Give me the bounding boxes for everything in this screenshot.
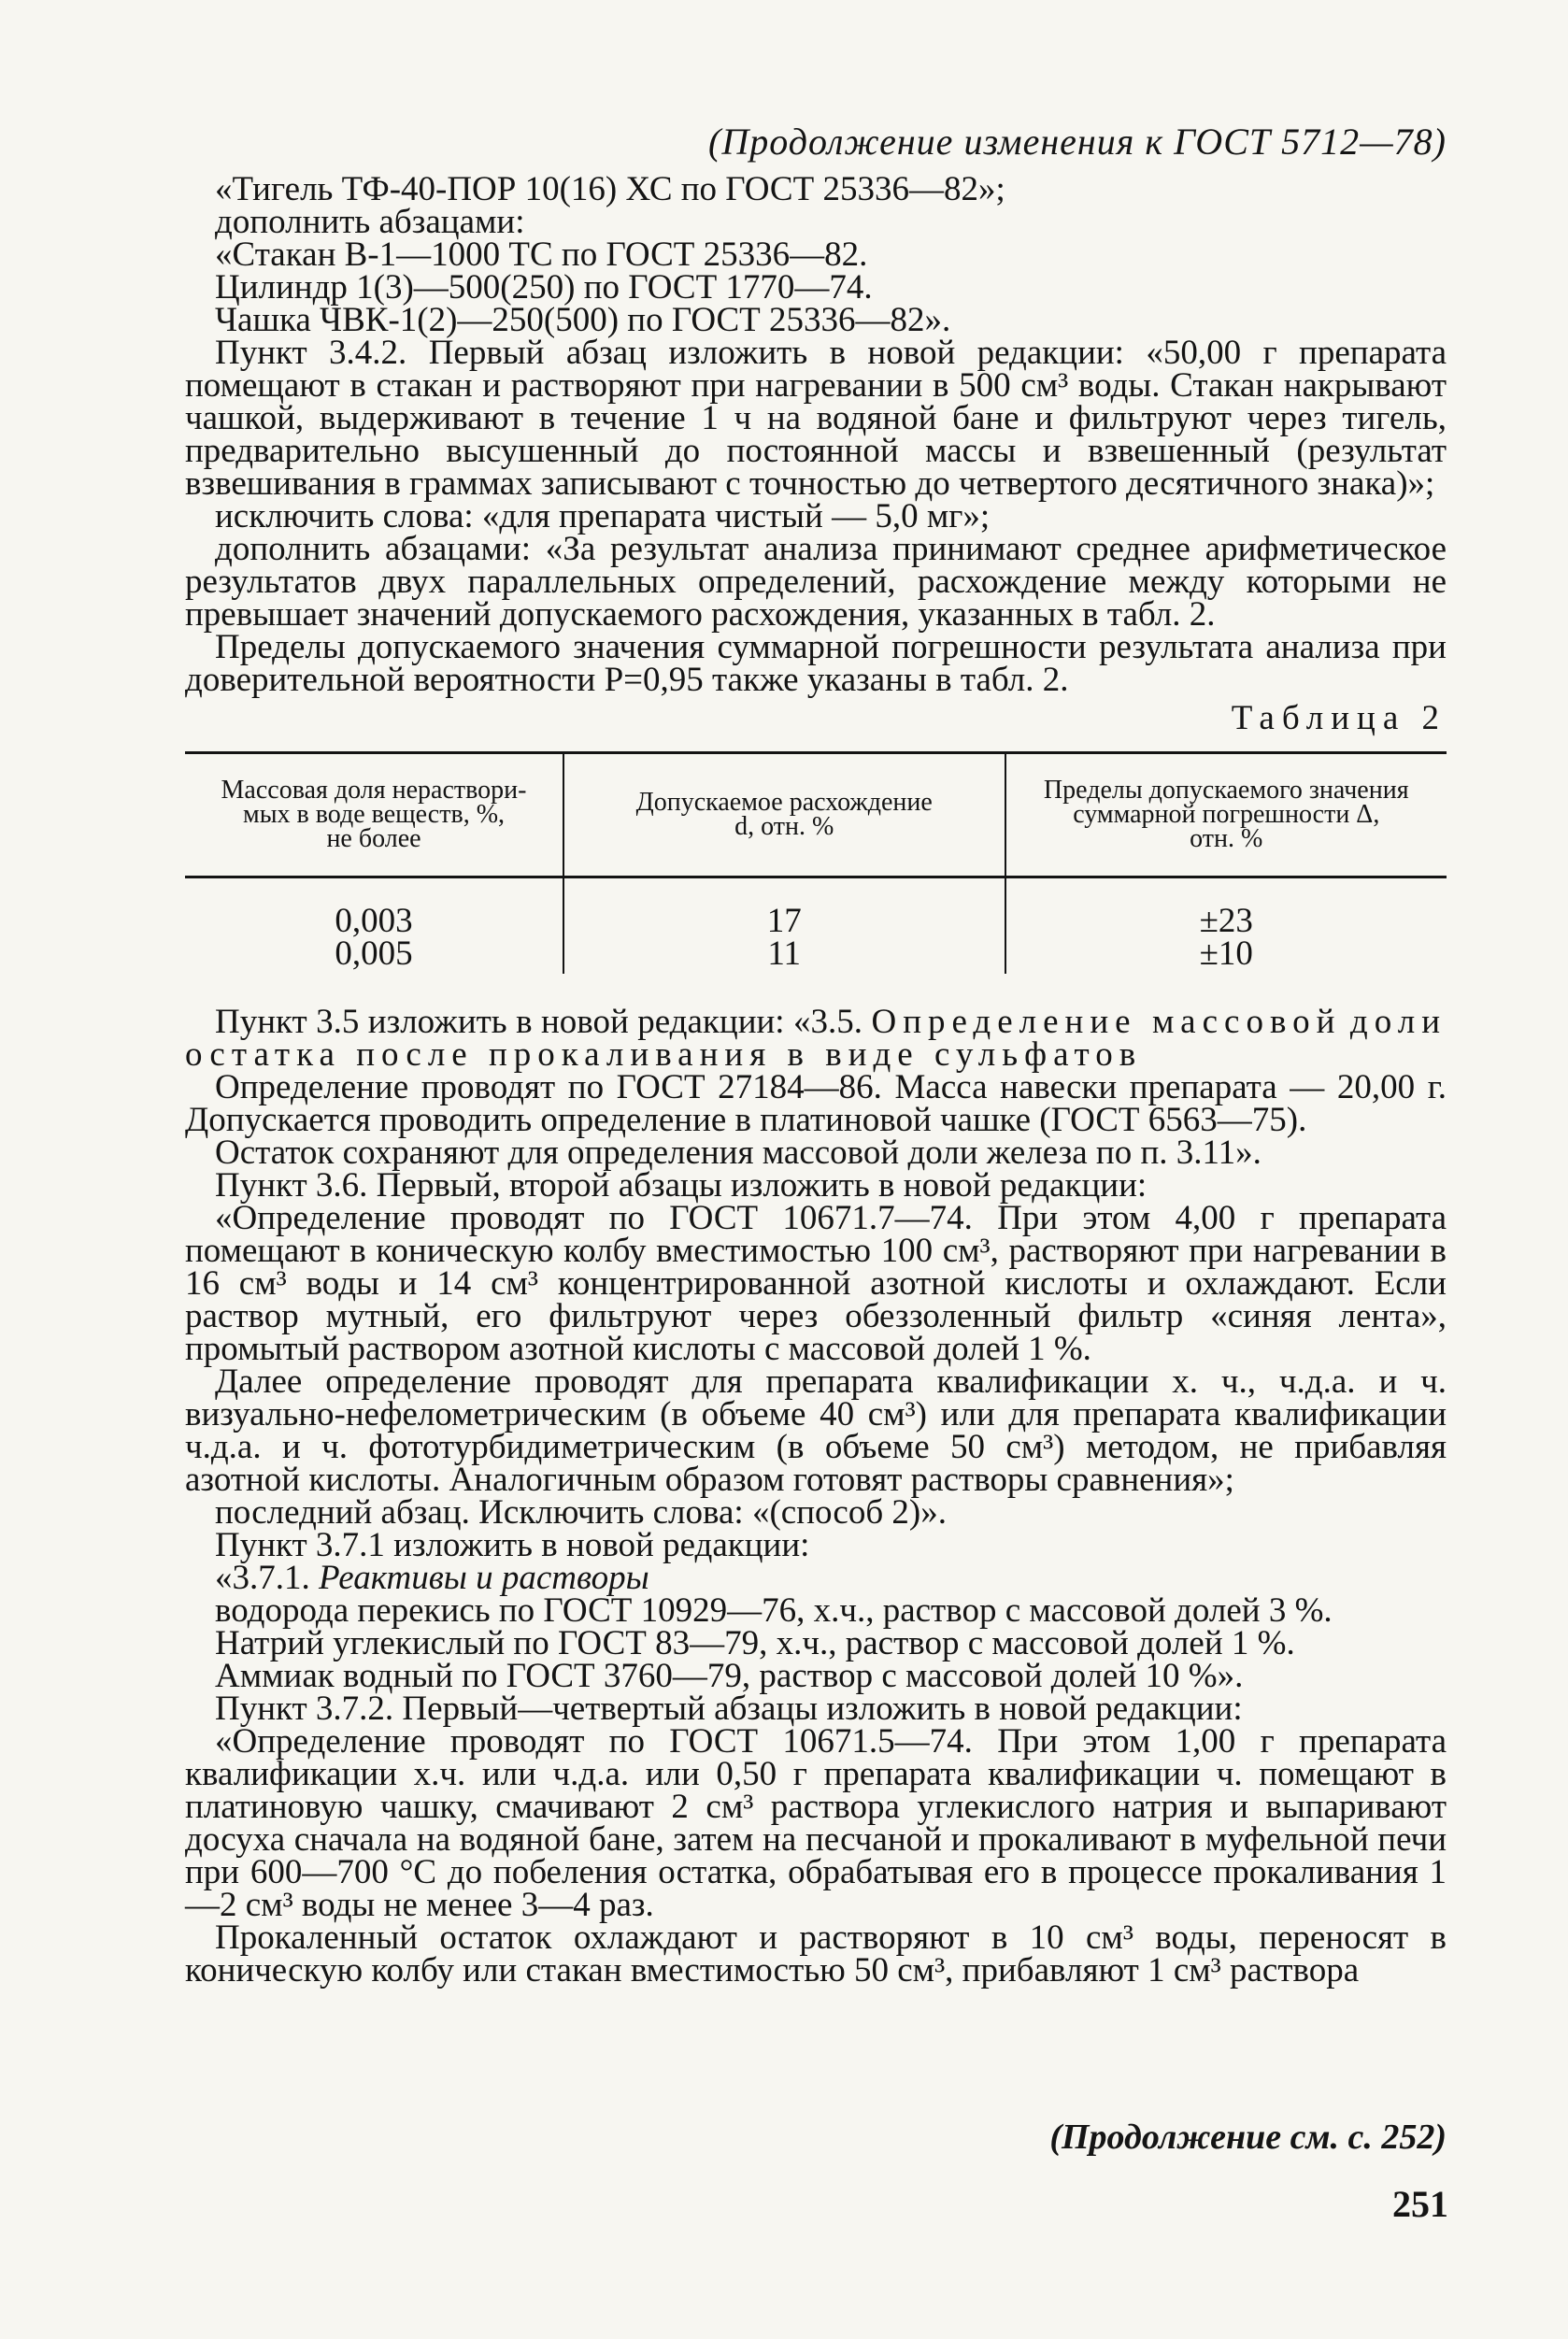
paragraph: последний абзац. Исключить слова: «(способ 2)». bbox=[215, 1493, 947, 1532]
paragraph: Аммиак водный по ГОСТ 3760—79, раствор с массовой долей 10 %». bbox=[215, 1657, 1244, 1695]
table-header-cell: Допускаемое расхождение d, отн. % bbox=[563, 753, 1005, 877]
paragraph: «Стакан В-1—1000 ТС по ГОСТ 25336—82. bbox=[215, 235, 868, 274]
table-caption: Таблица 2 bbox=[1231, 699, 1447, 737]
paragraph: Пункт 3.7.1 изложить в новой редакции: bbox=[215, 1526, 810, 1564]
paragraph: Цилиндр 1(3)—500(250) по ГОСТ 1770—74. bbox=[215, 268, 873, 307]
paragraph: Пункт 3.4.2. Первый абзац изложить в новой редакции: «50,00 г препарата помещают в стакан и растворяют при нагревании в 500 см³ воды. Стакан накрывают чашкой, выдерживают в течение 1 ч на водяной бане и фильтруют через тигель, предварительно высушенный до постоянной массы и взвешенный (результат взвешивания в граммах записывают с точностью до четвертого десятичного знака)»; bbox=[185, 334, 1447, 503]
paragraph: исключить слова: «для препарата чистый — 5,0 мг»; bbox=[215, 497, 991, 535]
paragraph: «Определение проводят по ГОСТ 10671.5—74. При этом 1,00 г препарата квалификации х.ч. или ч.д.а. или 0,50 г препарата квалификации ч. помещают в платиновую чашку, смачивают 2 см³ раствора углекислого натрия и выпаривают досуха сначала на водяной бане, затем на песчаной и прокаливают в муфельной печи при 600—700 °С до побеления остатка, обрабатывая его в процессе прокаливания 1—2 см³ воды не менее 3—4 раз. bbox=[185, 1722, 1447, 1924]
continuation-note: (Продолжение см. с. 252) bbox=[1049, 2118, 1447, 2157]
section-heading: Пункт 3.5 изложить в новой редакции: «3.5. Определение массовой доли остатка после прокаливания в виде сульфатов bbox=[185, 1003, 1447, 1074]
paragraph: Пределы допускаемого значения суммарной погрешности результата анализа при доверительной вероятности P=0,95 также указаны в табл. 2. bbox=[185, 628, 1447, 699]
paragraph: Чашка ЧВК-1(2)—250(500) по ГОСТ 25336—82». bbox=[215, 301, 951, 339]
table-row bbox=[185, 877, 1447, 975]
page-header: (Продолжение изменения к ГОСТ 5712—78) bbox=[708, 121, 1447, 163]
paragraph: Далее определение проводят для препарата квалификации х. ч., ч.д.а. и ч. визуально-нефелометрическим (в объеме 40 см³) или для препарата квалификации ч.д.а. и ч. фототурбидиметрическим (в объеме 50 см³) методом, не прибавляя азотной кислоты. Аналогичным образом готовят растворы сравнения»; bbox=[185, 1362, 1447, 1499]
paragraph: водорода перекись по ГОСТ 10929—76, х.ч., раствор с массовой долей 3 %. bbox=[215, 1591, 1333, 1630]
paragraph: Пункт 3.6. Первый, второй абзацы изложить в новой редакции: bbox=[215, 1166, 1147, 1205]
paragraph: «Тигель ТФ-40-ПОР 10(16) ХС по ГОСТ 25336—82»; bbox=[215, 170, 1005, 208]
paragraph: Пункт 3.7.2. Первый—четвертый абзацы изложить в новой редакции: bbox=[215, 1690, 1243, 1728]
paragraph: «Определение проводят по ГОСТ 10671.7—74. При этом 4,00 г препарата помещают в коническую колбу вместимостью 100 см³, растворяют при нагревании в 16 см³ воды и 14 см³ концентрированной азотной кислоты и охлаждают. Если раствор мутный, его фильтруют через обеззоленный фильтр «синяя лента», промытый раствором азотной кислоты с массовой долей 1 %. bbox=[185, 1199, 1447, 1368]
paragraph: Определение проводят по ГОСТ 27184—86. Масса навески препарата — 20,00 г. Допускается проводить определение в платиновой чашке (ГОСТ 6563—75). bbox=[185, 1068, 1447, 1139]
paragraph: дополнить абзацами: bbox=[215, 203, 525, 241]
page-number: 251 bbox=[1392, 2183, 1448, 2225]
paragraph: Прокаленный остаток охлаждают и растворяют в 10 см³ воды, переносят в коническую колбу или стакан вместимостью 50 см³, прибавляют 1 см³ раствора bbox=[185, 1918, 1447, 1990]
paragraph: дополнить абзацами: «За результат анализа принимают среднее арифметическое результатов двух параллельных определений, расхождение между которыми не превышает значений допускаемого расхождения, указанных в табл. 2. bbox=[185, 530, 1447, 634]
data-table bbox=[185, 751, 1447, 974]
paragraph: Остаток сохраняют для определения массовой доли железа по п. 3.11». bbox=[215, 1134, 1262, 1172]
table-header-cell: Пределы допускаемого значения суммарной погрешности Δ, отн. % bbox=[1005, 753, 1447, 877]
document-body bbox=[185, 170, 1447, 1990]
table-header-cell: Массовая доля нераствори- мых в воде веществ, %, не более bbox=[185, 753, 563, 877]
table-cell: 0,003 0,005 bbox=[335, 902, 413, 973]
paragraph: Натрий углекислый по ГОСТ 83—79, х.ч., раствор с массовой долей 1 %. bbox=[215, 1624, 1295, 1662]
subsection-heading: «3.7.1. Реактивы и растворы bbox=[215, 1559, 649, 1597]
table-cell: ±23 ±10 bbox=[1005, 877, 1447, 975]
table-cell: 17 11 bbox=[563, 877, 1005, 975]
